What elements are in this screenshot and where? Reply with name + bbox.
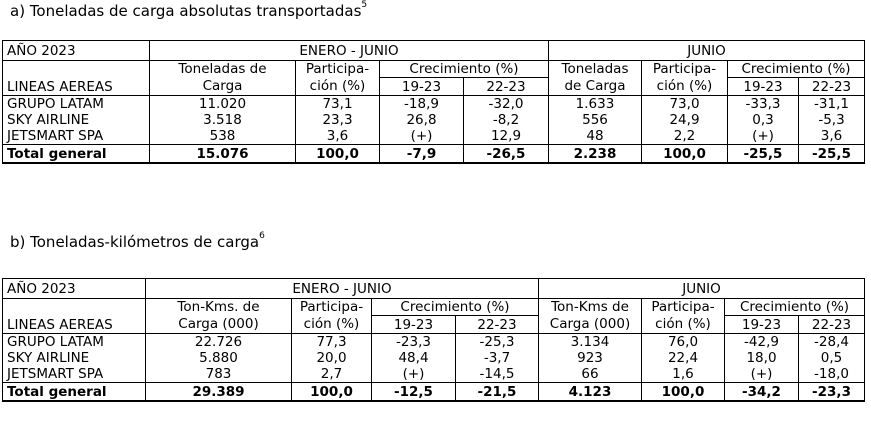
- growth-19-23-header: 19-23: [380, 78, 464, 96]
- share-cell: 3,6: [296, 128, 380, 145]
- table-row: [3, 366, 865, 383]
- share-cell: 77,3: [292, 334, 372, 351]
- share-header-line2: ción (%): [292, 316, 372, 334]
- total-share-cell: 100,0: [642, 145, 728, 164]
- value-cell: 22.726: [146, 334, 292, 351]
- value2-header-line2: de Carga: [549, 78, 642, 96]
- value-header-line2: Carga (000): [146, 316, 292, 334]
- value-header-line1: Toneladas de: [150, 61, 296, 78]
- total-share-cell: 100,0: [292, 383, 372, 402]
- share-cell: 1,6: [642, 366, 725, 383]
- total-value-cell: 15.076: [150, 145, 296, 164]
- total-growth-cell: -23,3: [799, 383, 865, 402]
- table-row: [3, 128, 865, 145]
- total-row: [3, 383, 865, 402]
- value-cell: 556: [549, 112, 642, 128]
- share2-header-line1: Participa-: [642, 299, 725, 316]
- airlines-column-header: LINEAS AEREAS: [3, 299, 146, 334]
- airline-name: GRUPO LATAM: [3, 334, 146, 351]
- airline-name: JETSMART SPA: [3, 366, 146, 383]
- growth-cell: -42,9: [725, 334, 799, 351]
- growth-cell: -18,9: [380, 96, 464, 113]
- total-growth-cell: -7,9: [380, 145, 464, 164]
- growth-cell: (+): [372, 366, 456, 383]
- year-label: AÑO 2023: [3, 41, 150, 61]
- share-cell: 76,0: [642, 334, 725, 351]
- share-cell: 2,2: [642, 128, 728, 145]
- value-cell: 5.880: [146, 350, 292, 366]
- growth-cell: -3,7: [456, 350, 539, 366]
- growth-cell: (+): [380, 128, 464, 145]
- total-label: Total general: [3, 383, 146, 402]
- growth-cell: 12,9: [464, 128, 549, 145]
- total-growth-cell: -25,5: [799, 145, 865, 164]
- value-cell: 3.518: [150, 112, 296, 128]
- growth-19-23-header: 19-23: [372, 316, 456, 334]
- share2-header-line1: Participa-: [642, 61, 728, 78]
- total-growth-cell: -34,2: [725, 383, 799, 402]
- value-cell: 66: [539, 366, 642, 383]
- growth-cell: 0,3: [728, 112, 799, 128]
- value-cell: 1.633: [549, 96, 642, 113]
- table-a-title: a) Toneladas de carga absolutas transportadas$^5$: [10, 0, 368, 20]
- table-row: [3, 350, 865, 366]
- share2-header-line2: ción (%): [642, 78, 728, 96]
- growth-cell: -28,4: [799, 334, 865, 351]
- value-cell: 538: [150, 128, 296, 145]
- growth-cell: (+): [728, 128, 799, 145]
- share2-header-line2: ción (%): [642, 316, 725, 334]
- growth-cell: -8,2: [464, 112, 549, 128]
- growth-22-23-header: 22-23: [464, 78, 549, 96]
- year-label: AÑO 2023: [3, 279, 146, 299]
- cargo-ton-km-table: [2, 278, 865, 402]
- total-value-cell: 29.389: [146, 383, 292, 402]
- growth-cell: -18,0: [799, 366, 865, 383]
- table-b-title: b) Toneladas-kilómetros de carga$^6$: [10, 231, 265, 251]
- share-header-line2: ción (%): [296, 78, 380, 96]
- growth-cell: 26,8: [380, 112, 464, 128]
- value-cell: 923: [539, 350, 642, 366]
- growth-cell: -25,3: [456, 334, 539, 351]
- share-cell: 73,1: [296, 96, 380, 113]
- value2-header-line1: Toneladas: [549, 61, 642, 78]
- footnote-marker: 5: [361, 0, 368, 10]
- growth2-22-23-header: 22-23: [799, 78, 865, 96]
- period-june-header: JUNIO: [539, 279, 865, 299]
- table-row: [3, 334, 865, 351]
- value-header-line1: Ton-Kms. de: [146, 299, 292, 316]
- airline-name: SKY AIRLINE: [3, 350, 146, 366]
- growth2-19-23-header: 19-23: [725, 316, 799, 334]
- value-header-line2: Carga: [150, 78, 296, 96]
- airline-name: SKY AIRLINE: [3, 112, 150, 128]
- header-row-columns: [3, 61, 865, 78]
- growth-cell: -23,3: [372, 334, 456, 351]
- table-row: [3, 112, 865, 128]
- cargo-tons-table: [2, 40, 865, 164]
- value-cell: 11.020: [150, 96, 296, 113]
- total-value-cell: 2.238: [549, 145, 642, 164]
- value2-header-line1: Ton-Kms de: [539, 299, 642, 316]
- growth-cell: -14,5: [456, 366, 539, 383]
- growth-cell: -5,3: [799, 112, 865, 128]
- growth-cell: 18,0: [725, 350, 799, 366]
- share-cell: 24,9: [642, 112, 728, 128]
- total-growth-cell: -12,5: [372, 383, 456, 402]
- share-cell: 20,0: [292, 350, 372, 366]
- growth-cell: -32,0: [464, 96, 549, 113]
- airline-name: GRUPO LATAM: [3, 96, 150, 113]
- footnote-marker: 6: [259, 231, 265, 241]
- total-share-cell: 100,0: [642, 383, 725, 402]
- growth-header: Crecimiento (%): [380, 61, 549, 78]
- growth-cell: 48,4: [372, 350, 456, 366]
- header-row-periods: [3, 41, 865, 61]
- share-cell: 23,3: [296, 112, 380, 128]
- total-label: Total general: [3, 145, 150, 164]
- period-june-header: JUNIO: [549, 41, 865, 61]
- total-growth-cell: -26,5: [464, 145, 549, 164]
- value-cell: 783: [146, 366, 292, 383]
- share-cell: 73,0: [642, 96, 728, 113]
- value2-header-line2: Carga (000): [539, 316, 642, 334]
- period-jan-jun-header: ENERO - JUNIO: [150, 41, 549, 61]
- table-row: [3, 96, 865, 113]
- share-header-line1: Participa-: [296, 61, 380, 78]
- share-header-line1: Participa-: [292, 299, 372, 316]
- header-row-columns: [3, 299, 865, 316]
- share-cell: 22,4: [642, 350, 725, 366]
- value-cell: 3.134: [539, 334, 642, 351]
- period-jan-jun-header: ENERO - JUNIO: [146, 279, 539, 299]
- growth-cell: -31,1: [799, 96, 865, 113]
- total-row: [3, 145, 865, 164]
- growth2-22-23-header: 22-23: [799, 316, 865, 334]
- value-cell: 48: [549, 128, 642, 145]
- share-cell: 2,7: [292, 366, 372, 383]
- growth2-header: Crecimiento (%): [725, 299, 865, 316]
- growth-cell: 0,5: [799, 350, 865, 366]
- growth-cell: 3,6: [799, 128, 865, 145]
- total-growth-cell: -25,5: [728, 145, 799, 164]
- growth2-header: Crecimiento (%): [728, 61, 865, 78]
- airline-name: JETSMART SPA: [3, 128, 150, 145]
- total-growth-cell: -21,5: [456, 383, 539, 402]
- growth-cell: -33,3: [728, 96, 799, 113]
- growth-header: Crecimiento (%): [372, 299, 539, 316]
- growth-22-23-header: 22-23: [456, 316, 539, 334]
- airlines-column-header: LINEAS AEREAS: [3, 61, 150, 96]
- growth-cell: (+): [725, 366, 799, 383]
- total-share-cell: 100,0: [296, 145, 380, 164]
- growth2-19-23-header: 19-23: [728, 78, 799, 96]
- header-row-periods: [3, 279, 865, 299]
- total-value-cell: 4.123: [539, 383, 642, 402]
